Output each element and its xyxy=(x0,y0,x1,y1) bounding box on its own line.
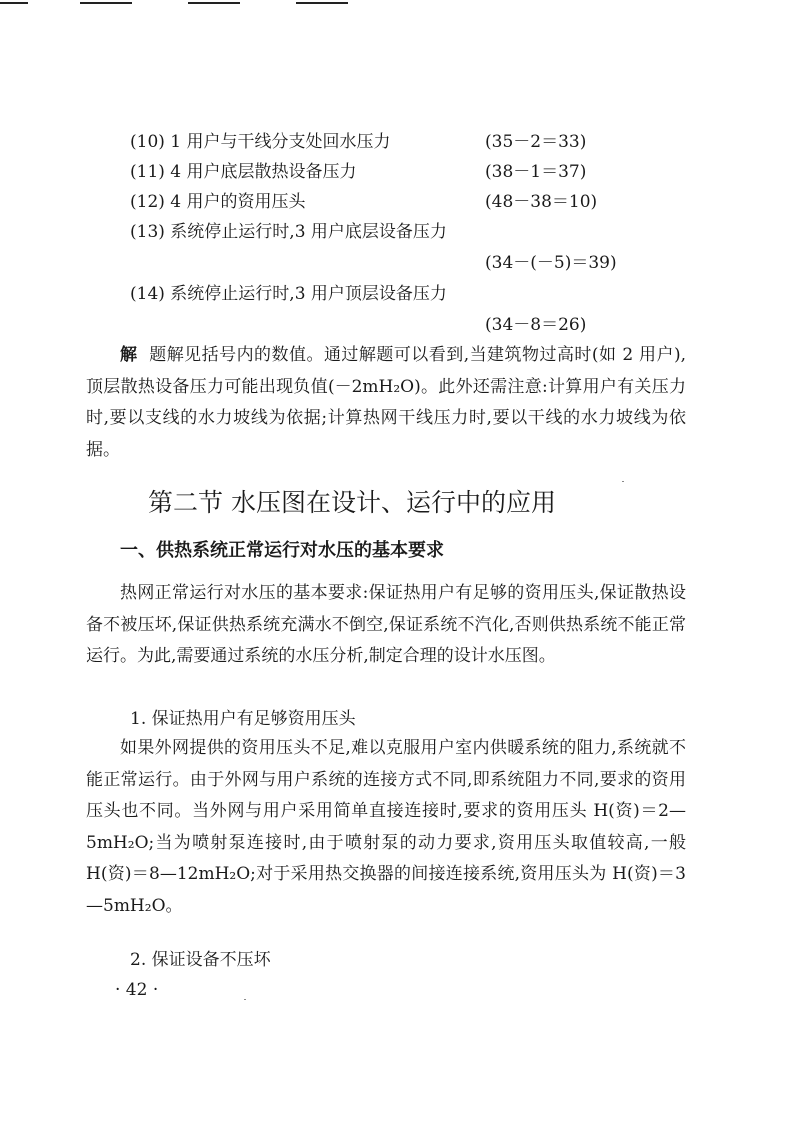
list-item-label: (14) 系统停止运行时,3 用户顶层设备压力 xyxy=(130,284,447,304)
solution-text: 题解见括号内的数值。通过解题可以看到,当建筑物过高时(如 2 用户),顶层散热设备压力可能出现负值(－2mH₂O)。此外还需注意:计算用户有关压力时,要以支线的水力坡线为依据;计算热网干线压力时,要以干线的水力坡线为依据。 xyxy=(86,345,687,460)
scan-speck xyxy=(622,481,624,482)
paragraph-1-text: 热网正常运行对水压的基本要求:保证热用户有足够的资用压头,保证散热设备不被压坏,保证供热系统充满水不倒空,保证系统不汽化,否则供热系统不能正常运行。为此,需要通过系统的水压分析,制定合理的设计水压图。 xyxy=(86,583,686,666)
top-rule-2 xyxy=(80,2,132,4)
paragraph-2-text: 如果外网提供的资用压头不足,难以克服用户室内供暖系统的阻力,系统就不能正常运行。由于外网与用户系统的连接方式不同,即系统阻力不同,要求的资用压头也不同。当外网与用户采用简单直接连接时,要求的资用压头 H(资)＝2—5mH₂O;当为喷射泵连接时,由于喷射泵的动力要求,资用压头取值较高,一般 H(资)＝8—12mH₂O;对于采用热交换器的间接连接系统,资用压头为 H(资)＝3—5mH₂O。 xyxy=(86,738,686,916)
list-item-value: (34－(－5)＝39) xyxy=(485,253,617,273)
page-number: · 42 · xyxy=(115,980,159,1000)
list-item-label: (13) 系统停止运行时,3 用户底层设备压力 xyxy=(130,222,447,242)
list-item-value: (35－2＝33) xyxy=(485,132,587,152)
solution-label: 解 xyxy=(120,345,138,365)
list-item-value: (34－8＝26) xyxy=(485,315,587,335)
list-item-label: (12) 4 用户的资用压头 xyxy=(130,192,306,212)
top-rule-4 xyxy=(296,2,348,4)
top-rule-1 xyxy=(0,2,28,4)
list-item-value: (38－1＝37) xyxy=(485,162,587,182)
item-2-title: 2. 保证设备不压坏 xyxy=(130,950,271,970)
list-item-label: (11) 4 用户底层散热设备压力 xyxy=(130,162,357,182)
paragraph-1 xyxy=(86,578,686,673)
section-title: 第二节 水压图在设计、运行中的应用 xyxy=(148,488,556,517)
scan-speck xyxy=(244,999,246,1000)
subsection-title: 一、供热系统正常运行对水压的基本要求 xyxy=(120,540,444,561)
paragraph-2 xyxy=(86,733,686,922)
top-rule-3 xyxy=(188,2,240,4)
list-item-value: (48－38＝10) xyxy=(485,192,598,212)
solution-paragraph xyxy=(86,340,686,466)
item-1-title: 1. 保证热用户有足够资用压头 xyxy=(130,709,356,729)
list-item-label: (10) 1 用户与干线分支处回水压力 xyxy=(130,132,391,152)
